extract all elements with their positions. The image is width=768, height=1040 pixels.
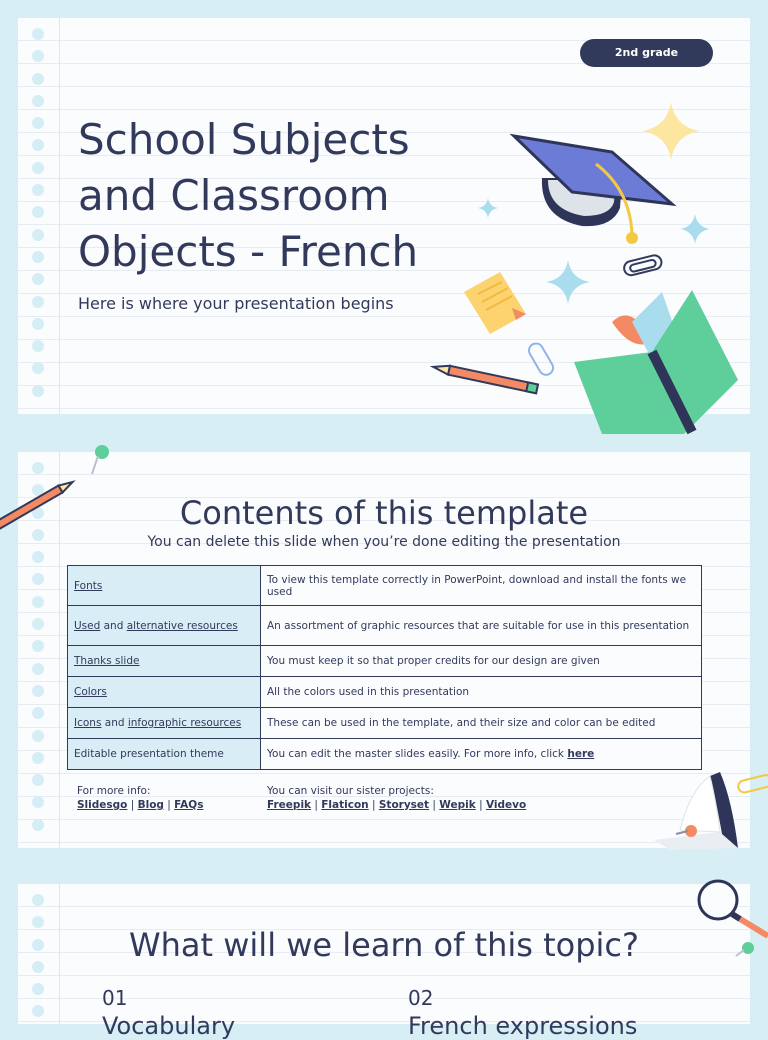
table-cell-resource <box>68 566 261 606</box>
more-info-block: For more info: Slidesgo | Blog | FAQs <box>77 785 204 811</box>
presentation-subtitle: Here is where your presentation begins <box>78 294 394 313</box>
infographic-resources-link[interactable]: infographic resources <box>127 717 242 729</box>
topic-title: What will we learn of this topic? <box>128 926 639 964</box>
fonts-link[interactable]: Fonts <box>74 579 103 592</box>
item-label: French expressions <box>408 1012 638 1040</box>
table-row <box>68 677 702 708</box>
table-cell-resource <box>68 739 261 770</box>
faqs-link[interactable]: FAQs <box>174 799 204 811</box>
table-row <box>68 646 702 677</box>
table-row <box>68 708 702 739</box>
editable-theme-text: Editable presentation theme <box>74 748 224 760</box>
thanks-slide-link[interactable]: Thanks slide <box>74 655 140 667</box>
topic-slide <box>18 884 750 1040</box>
table-cell-description: An assortment of graphic resources that are suitable for use in this presentation <box>261 606 702 646</box>
connector-text: and <box>100 619 127 632</box>
notebook-holes <box>32 28 44 407</box>
table-cell-resource <box>68 708 261 739</box>
presentation-title: School Subjects and Classroom Objects - French <box>78 115 419 276</box>
table-cell-resource <box>68 606 261 646</box>
used-resources-link[interactable]: Used <box>74 619 101 632</box>
pencil-icon <box>0 472 76 532</box>
table-cell-description: These can be used in the template, and their size and color can be edited <box>261 708 702 739</box>
contents-slide <box>18 452 750 848</box>
alternative-resources-link[interactable]: alternative resources <box>126 619 238 632</box>
paperclip-icon <box>734 774 768 798</box>
graduation-cap-icon <box>512 128 672 248</box>
flaticon-link[interactable]: Flaticon <box>321 799 369 811</box>
wepik-link[interactable]: Wepik <box>439 799 476 811</box>
colors-link[interactable]: Colors <box>74 686 107 698</box>
grade-badge: 2nd grade <box>580 39 713 67</box>
slidesgo-link[interactable]: Slidesgo <box>77 799 128 811</box>
table-cell-description <box>261 739 702 770</box>
connector-text: and <box>101 717 128 729</box>
sparkle-icon <box>680 214 710 244</box>
open-book-icon <box>572 282 750 434</box>
pushpin-icon <box>676 824 698 838</box>
sticky-note-icon <box>460 268 530 338</box>
here-link[interactable]: here <box>567 748 595 760</box>
table-cell-description: You must keep it so that proper credits for our design are given <box>261 646 702 677</box>
blog-link[interactable]: Blog <box>137 799 164 811</box>
pushpin-icon <box>86 442 112 476</box>
table-row <box>68 566 702 606</box>
storyset-link[interactable]: Storyset <box>378 799 430 811</box>
sparkle-icon <box>478 198 498 218</box>
pushpin-icon <box>734 938 758 962</box>
pencil-icon <box>428 362 548 396</box>
title-slide <box>18 18 750 414</box>
item-label: Vocabulary <box>102 1012 236 1040</box>
more-info-label: For more info: <box>77 785 151 797</box>
videvo-link[interactable]: Videvo <box>485 799 527 811</box>
magnifier-icon <box>694 876 768 942</box>
contents-subtitle: You can delete this slide when you’re done editing the presentation <box>147 534 621 550</box>
item-number: 01 <box>102 986 128 1010</box>
contents-title: Contents of this template <box>179 494 589 532</box>
table-cell-description: To view this template correctly in PowerPoint, download and install the fonts we used <box>261 566 702 606</box>
table-row <box>68 739 702 770</box>
table-cell-description: All the colors used in this presentation <box>261 677 702 708</box>
notebook-margin-line <box>59 18 60 414</box>
item-number: 02 <box>408 986 434 1010</box>
sister-projects-label: You can visit our sister projects: <box>267 785 434 797</box>
edit-master-text: You can edit the master slides easily. For more info, click <box>267 748 568 760</box>
contents-table <box>67 565 702 770</box>
table-cell-resource <box>68 677 261 708</box>
table-cell-resource <box>68 646 261 677</box>
icons-link[interactable]: Icons <box>74 717 102 729</box>
paperclip-icon <box>622 254 666 278</box>
freepik-link[interactable]: Freepik <box>267 799 312 811</box>
sister-projects-block: You can visit our sister projects: Freepik | Flaticon | Storyset | Wepik | Videvo <box>267 785 527 811</box>
table-row <box>68 606 702 646</box>
